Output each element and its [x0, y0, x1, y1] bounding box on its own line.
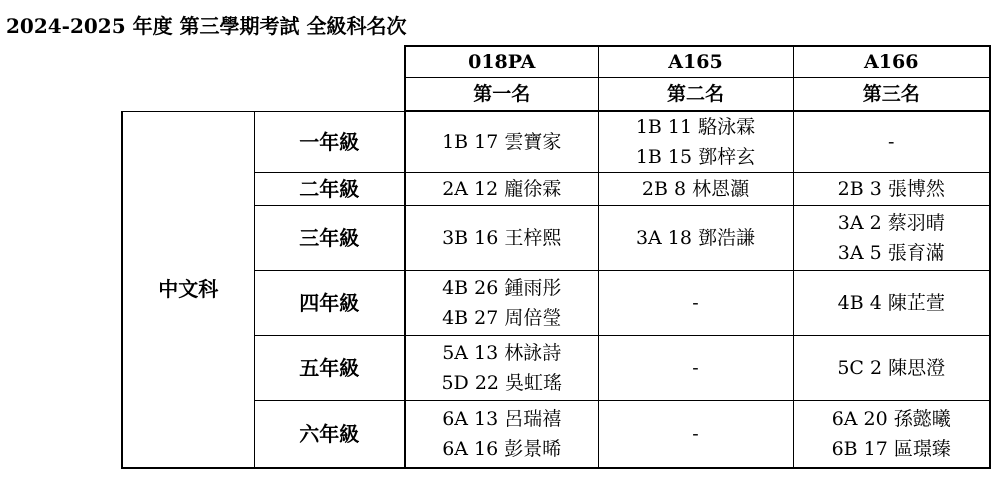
- student-entry: 3B 16 王梓熙: [442, 227, 562, 249]
- student-entry: 5A 13 林詠詩: [442, 342, 562, 364]
- student-entry: 6A 16 彭景晞: [442, 437, 562, 460]
- rank-cell-first: [405, 271, 598, 336]
- column-code: 018PA: [405, 46, 598, 78]
- student-entry: 3A 2 蔡羽晴: [837, 212, 945, 234]
- grade-label: 五年級: [254, 336, 405, 401]
- rank-cell-third: [793, 173, 990, 206]
- student-entry: 5D 22 吳虹瑤: [441, 372, 563, 394]
- student-entry: 1B 17 雲寶家: [442, 131, 562, 153]
- student-entry: 4B 4 陳芷萱: [837, 292, 945, 314]
- column-place: 第一名: [405, 78, 598, 112]
- student-entry: -: [692, 422, 699, 445]
- page-title: 2024-2025 年度 第三學期考試 全級科名次: [6, 14, 407, 38]
- student-entry: 2B 3 張博然: [837, 178, 945, 200]
- header-blank: [122, 46, 405, 111]
- grade-label: 一年級: [254, 111, 405, 173]
- rank-cell-third: [793, 111, 990, 173]
- student-entry: 4B 27 周倍瑩: [442, 307, 562, 329]
- column-code: A166: [793, 46, 990, 78]
- rank-cell-first: [405, 111, 598, 173]
- rank-cell-first: [405, 401, 598, 468]
- student-entry: 2A 12 龐徐霖: [442, 178, 562, 200]
- rank-cell-second: [598, 173, 793, 206]
- student-entry: -: [692, 292, 699, 314]
- student-entry: 1B 11 駱泳霖: [635, 116, 756, 138]
- rank-cell-third: [793, 271, 990, 336]
- column-code: A165: [598, 46, 793, 78]
- column-place: 第二名: [598, 78, 793, 112]
- rank-cell-second: [598, 206, 793, 271]
- rank-cell-first: [405, 336, 598, 401]
- grade-label: 三年級: [254, 206, 405, 271]
- grade-label: 六年級: [254, 401, 405, 468]
- subject-label: 中文科: [122, 111, 254, 468]
- rank-cell-second: [598, 271, 793, 336]
- student-entry: 4B 26 鍾雨彤: [442, 277, 562, 299]
- rank-cell-first: [405, 206, 598, 271]
- student-entry: 3A 18 鄧浩謙: [635, 227, 756, 249]
- rank-cell-second: [598, 336, 793, 401]
- student-entry: 2B 8 林恩灝: [641, 178, 750, 200]
- student-entry: 6A 13 呂瑞禧: [442, 407, 562, 430]
- student-entry: 6B 17 區璟臻: [831, 437, 951, 460]
- student-entry: 5C 2 陳思澄: [837, 357, 946, 379]
- column-place: 第三名: [793, 78, 990, 112]
- table-row: [122, 111, 990, 173]
- rank-cell-third: [793, 336, 990, 401]
- rank-cell-third: [793, 206, 990, 271]
- rank-cell-second: [598, 111, 793, 173]
- grade-label: 二年級: [254, 173, 405, 206]
- rank-cell-second: [598, 401, 793, 468]
- rankings-table: [121, 45, 991, 469]
- rank-cell-first: [405, 173, 598, 206]
- rank-cell-third: [793, 401, 990, 468]
- student-entry: 3A 5 張育滿: [837, 242, 945, 264]
- student-entry: -: [888, 131, 895, 153]
- student-entry: -: [692, 357, 699, 379]
- grade-label: 四年級: [254, 271, 405, 336]
- student-entry: 6A 20 孫懿曦: [831, 407, 951, 430]
- student-entry: 1B 15 鄧梓玄: [635, 146, 756, 168]
